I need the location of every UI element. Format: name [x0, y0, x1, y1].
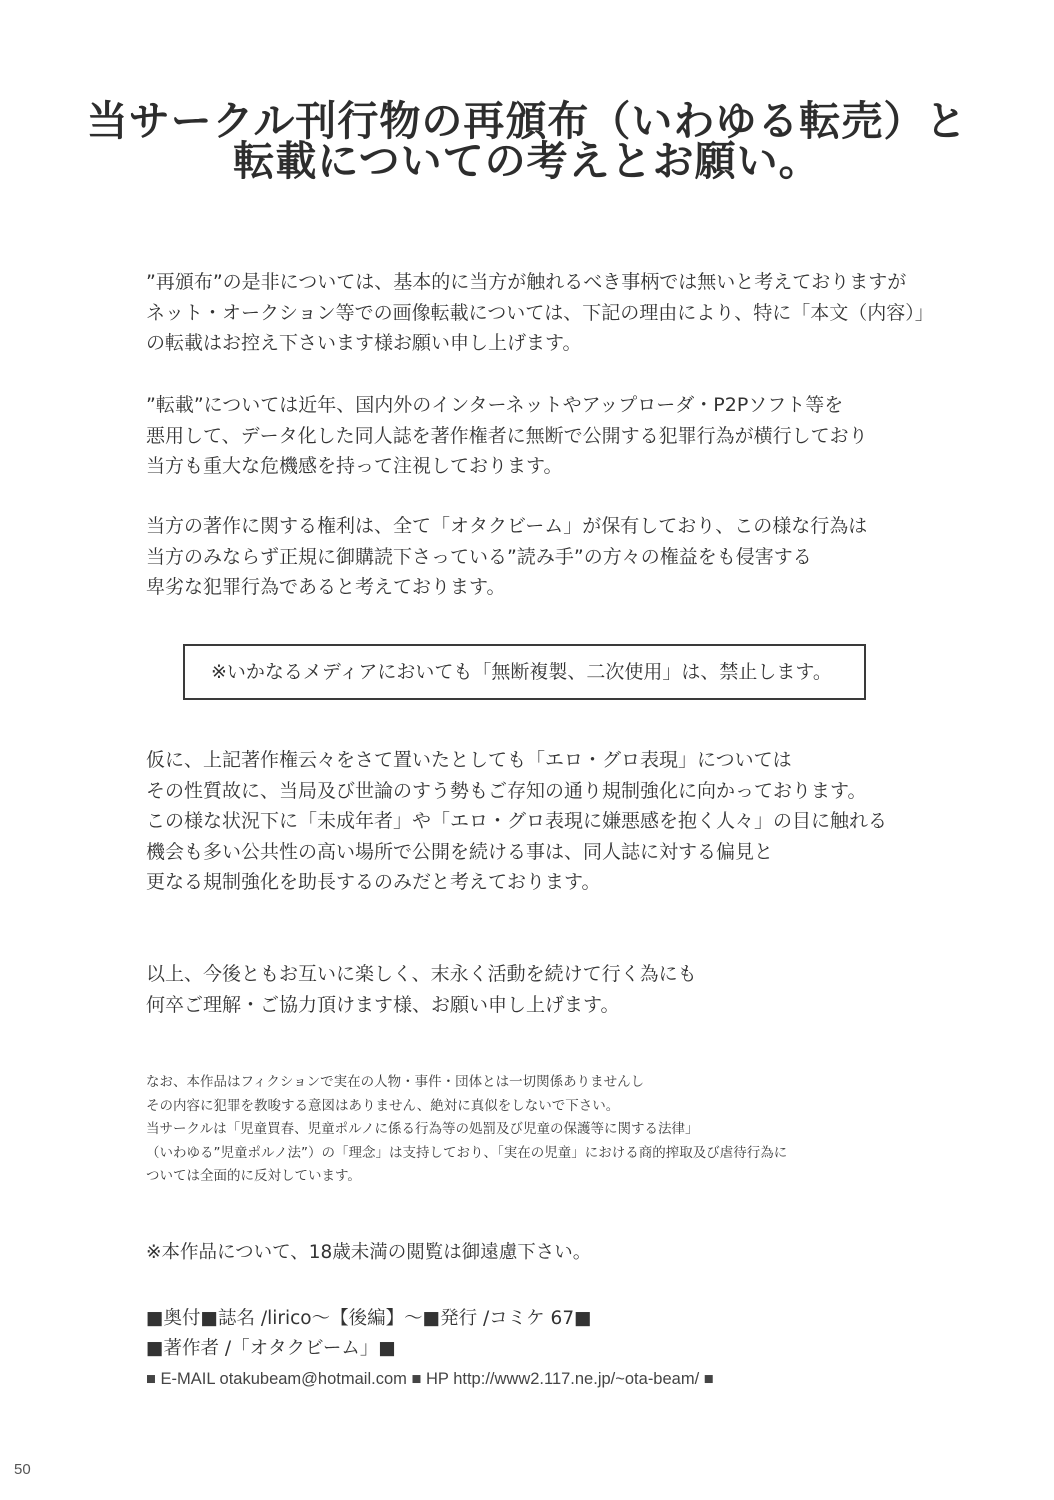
paragraph-copyright: [146, 511, 867, 603]
paragraph-line: その性質故に、当局及び世論のすう勢もご存知の通り規制強化に向かっております。: [146, 779, 867, 802]
paragraph-redistribution: [146, 267, 934, 359]
page-title-line-2: 転載についての考えとお願い。: [233, 137, 821, 185]
paragraph-line: 更なる規制強化を助長するのみだと考えております。: [146, 871, 601, 893]
notice-text: ※いかなるメディアにおいても「無断複製、二次使用」は、禁止します。: [211, 661, 832, 683]
notice-box: [183, 644, 866, 700]
paragraph-line: 機会も多い公共性の高い場所で公開を続ける事は、同人誌に対する偏見と: [146, 840, 774, 863]
paragraph-line: この様な状況下に「未成年者」や「エロ・グロ表現に嫌悪感を抱く人々」の目に触れる: [146, 810, 888, 832]
page-title-line-1: 当サークル刊行物の再頒布（いわゆる転売）と: [86, 97, 968, 145]
paragraph-line: 当方の著作に関する権利は、全て「オタクビーム」が保有しており、この様な行為は: [146, 515, 868, 537]
colophon-author: ■著作者 /「オタクビーム」■: [146, 1338, 396, 1359]
paragraph-line: 何卒ご理解・ご協力頂けます様、お願い申し上げます。: [146, 993, 620, 1016]
paragraph-line: 当方のみならず正規に御購読下さっている”読み手”の方々の権益をも侵害する: [146, 545, 812, 568]
paragraph-line: ネット・オークション等での画像転載については、下記の理由により、特に「本文（内容）」: [146, 301, 934, 324]
paragraph-line: 悪用して、データ化した同人誌を著作権者に無断で公開する犯罪行為が横行しており: [146, 424, 868, 447]
paragraph-line: ”再頒布”の是非については、基本的に当方が触れるべき事柄では無いと考えておりますが: [146, 271, 907, 293]
paragraph-line: の転載はお控え下さいます様お願い申し上げます。: [146, 332, 582, 354]
paragraph-reposting: [146, 390, 868, 482]
paragraph-line: 卑劣な犯罪行為であると考えております。: [146, 576, 506, 598]
paragraph-line: ”転載”については近年、国内外のインターネットやアップローダ・P2Pソフト等を: [146, 394, 844, 416]
colophon-contact: ■ E-MAIL otakubeam@hotmail.com ■ HP http://www2.117.ne.jp/~ota-beam/ ■: [146, 1370, 714, 1388]
paragraph-line: 当方も重大な危機感を持って注視しております。: [146, 455, 563, 477]
page-number: 50: [14, 1461, 31, 1478]
fine-print: [146, 1071, 787, 1189]
paragraph-line: 以上、今後ともお互いに楽しく、末永く活動を続けて行く為にも: [146, 963, 697, 985]
colophon-publication: ■奥付■誌名 /lirico～【後編】～■発行 /コミケ 67■: [146, 1308, 592, 1329]
paragraph-expression: [146, 745, 887, 898]
fine-print-line: （いわゆる”児童ポルノ法”）の「理念」は支持しており、「実在の児童」における商的搾取及び虐待行為に: [146, 1144, 788, 1161]
fine-print-line: ついては全面的に反対しています。: [146, 1168, 361, 1184]
fine-print-line: なお、本作品はフィクションで実在の人物・事件・団体とは一切関係ありませんし: [146, 1074, 645, 1090]
paragraph-line: 仮に、上記著作権云々をさて置いたとしても「エロ・グロ表現」については: [146, 749, 792, 771]
fine-print-line: 当サークルは「児童買春、児童ポルノに係る行為等の処罰及び児童の保護等に関する法律」: [146, 1121, 699, 1137]
age-warning: ※本作品について、18歳未満の閲覧は御遠慮下さい。: [146, 1242, 592, 1263]
fine-print-line: その内容に犯罪を教唆する意図はありません、絶対に真似をしないで下さい。: [146, 1097, 620, 1114]
paragraph-closing: [146, 959, 697, 1020]
